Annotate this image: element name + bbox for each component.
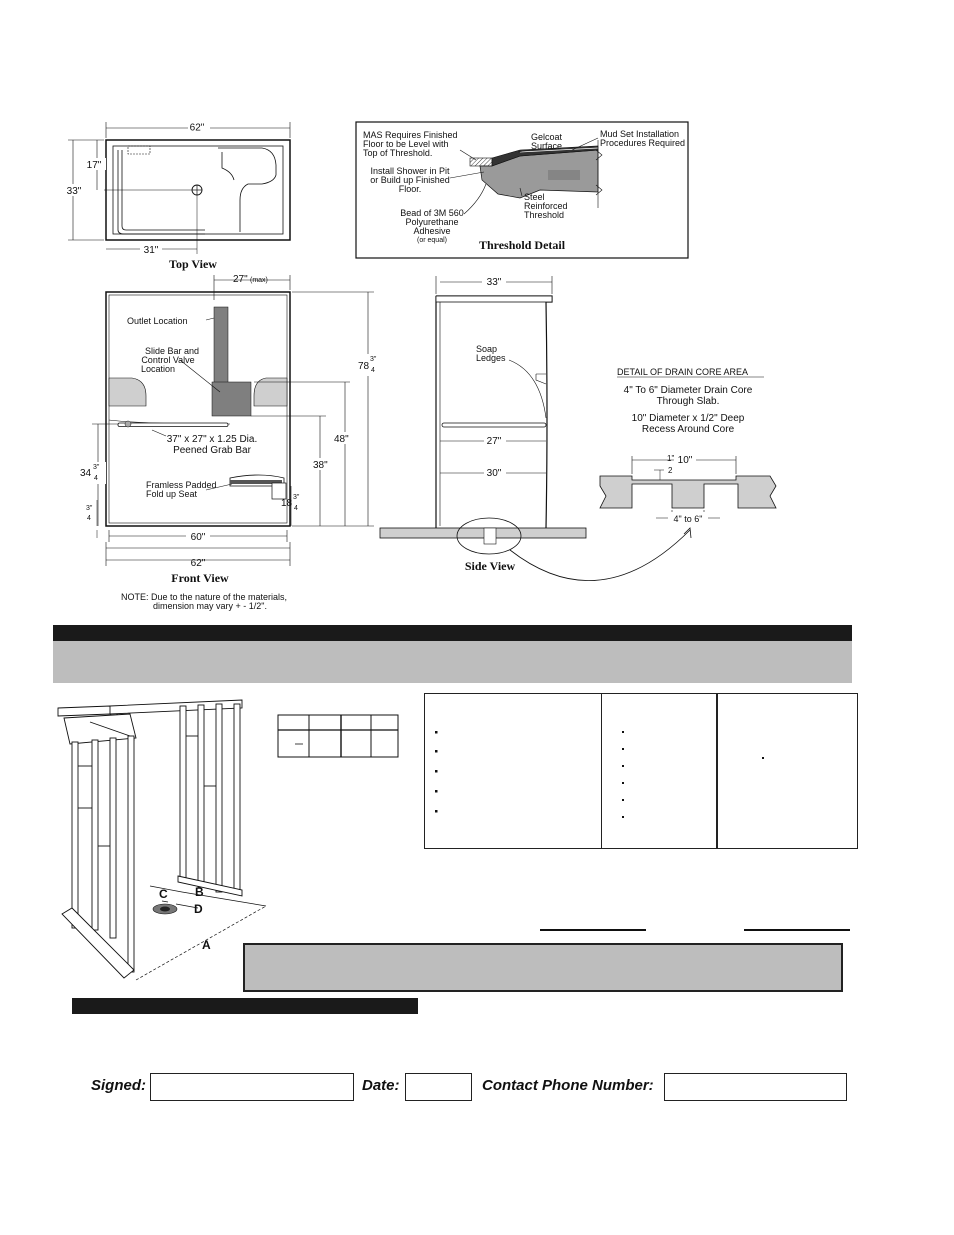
front-note-1: NOTE: Due to the nature of the materials,: [120, 592, 288, 602]
front-dim-small-num: 3": [86, 505, 93, 512]
threshold-note-gelcoat-1: Gelcoat: [531, 132, 563, 142]
front-dim-34-num: 3": [93, 464, 100, 471]
front-dim-height-den: 4: [371, 367, 375, 374]
threshold-note-install-2: or Build up Finished: [370, 175, 450, 185]
front-dim-62: 62": [190, 558, 206, 569]
top-view-dim-drain-depth: 17": [86, 160, 102, 171]
signature-section-bar: [72, 998, 418, 1014]
threshold-note-bead-sub: (or equal): [417, 237, 447, 244]
front-view-drawing: [80, 275, 378, 568]
threshold-note-mas-1: MAS Requires Finished: [363, 130, 458, 140]
entry-line-1[interactable]: [540, 929, 646, 931]
side-label-soap-2: Ledges: [476, 353, 506, 363]
front-label-grab-1: 37" x 27" x 1.25 Dia.: [166, 434, 258, 445]
drain-core-dim-half-den: 2: [668, 466, 673, 475]
date-label: Date:: [362, 1077, 400, 1094]
front-dim-18-whole: 18: [281, 498, 293, 509]
front-dim-38: 38": [313, 460, 328, 471]
side-dim-30: 30": [486, 468, 502, 479]
phone-label: Contact Phone Number:: [482, 1077, 654, 1094]
drain-core-dim-half-num: 1": [667, 454, 675, 463]
signed-label: Signed:: [91, 1077, 146, 1094]
top-view-dim-drain-width: 31": [143, 245, 159, 256]
front-label-seat-2: Fold up Seat: [146, 489, 198, 499]
threshold-note-steel-3: Threshold: [524, 210, 565, 220]
checklist-box-3: [717, 693, 858, 849]
front-dim-top-sub: (max): [250, 277, 268, 284]
threshold-note-bead-2: Polyurethane: [405, 217, 459, 227]
front-label-seat-1: Framless Padded: [146, 480, 217, 490]
date-field[interactable]: [405, 1073, 472, 1101]
entry-line-2[interactable]: [744, 929, 850, 931]
front-dim-60: 60": [190, 532, 206, 543]
front-dim-34-whole: 34: [80, 468, 92, 479]
front-note-2: dimension may vary + - 1/2".: [153, 601, 267, 611]
front-dim-34-den: 4: [94, 475, 98, 482]
front-dim-18-den: 4: [294, 505, 298, 512]
front-view-caption: Front View: [171, 571, 229, 585]
threshold-note-bead-3: Adhesive: [413, 226, 451, 236]
checklist-1-bullets: [425, 694, 601, 848]
drain-core-dim-10: 10": [677, 455, 693, 466]
threshold-note-install-1: Install Shower in Pit: [370, 166, 450, 176]
framing-label-b: B: [195, 885, 204, 899]
side-dim-33: 33": [486, 277, 502, 288]
drain-core-line2-2: Recess Around Core: [641, 424, 735, 435]
framing-label-c: C: [159, 887, 168, 901]
drain-core-line1-2: Through Slab.: [656, 396, 720, 407]
top-view-dim-width: 62": [189, 122, 205, 134]
drain-core-dim-4to6: 4" to 6": [673, 514, 703, 524]
threshold-note-gelcoat-2: Surface: [531, 141, 563, 151]
front-label-slide-1: Slide Bar and: [144, 346, 200, 356]
drain-core-line1-1: 4" To 6" Diameter Drain Core: [623, 385, 753, 396]
threshold-note-mud-2: Procedures Required: [600, 138, 686, 148]
checklist-box-2: [601, 693, 717, 849]
drain-core-title: DETAIL OF DRAIN CORE AREA: [617, 367, 749, 377]
threshold-note-bead-1: Bead of 3M 560: [400, 208, 464, 218]
section-instruction-band: [53, 641, 852, 683]
front-label-grab-2: Peened Grab Bar: [173, 445, 251, 456]
threshold-detail-caption: Threshold Detail: [478, 238, 566, 252]
front-dim-top: 27": [233, 274, 248, 285]
measurement-table: [277, 714, 399, 756]
front-dim-small-den: 4: [87, 515, 91, 522]
section-header-bar: [53, 625, 852, 641]
signed-field[interactable]: [150, 1073, 354, 1101]
top-view-caption: Top View: [169, 257, 217, 271]
front-dim-height-whole: 78: [358, 361, 370, 372]
phone-field[interactable]: [664, 1073, 847, 1101]
threshold-note-mas-3: Top of Threshold.: [363, 148, 433, 158]
framing-label-a: A: [202, 938, 211, 952]
drain-core-line2-1: 10" Diameter x 1/2" Deep: [631, 413, 745, 424]
top-view-drawing: [64, 119, 290, 255]
threshold-note-mud-1: Mud Set Installation: [600, 129, 680, 139]
front-dim-18-num: 3": [293, 494, 300, 501]
threshold-note-steel-1: Steel: [524, 192, 545, 202]
front-dim-height-num: 3": [370, 356, 377, 363]
front-label-slide-2: Control Valve: [141, 355, 195, 365]
side-view-caption: Side View: [464, 559, 516, 573]
threshold-note-steel-2: Reinforced: [524, 201, 568, 211]
checklist-3-mark: [718, 694, 857, 848]
front-dim-48: 48": [334, 434, 349, 445]
checklist-2-bullets: [602, 694, 716, 848]
notice-band: [243, 943, 843, 992]
top-view-dim-depth: 33": [66, 186, 82, 197]
front-label-outlet: Outlet Location: [127, 316, 188, 326]
checklist-box-1: [424, 693, 602, 849]
side-label-soap-1: Soap: [476, 344, 498, 354]
side-dim-27: 27": [486, 436, 502, 447]
framing-label-d: D: [194, 902, 203, 916]
threshold-note-install-3: Floor.: [398, 184, 422, 194]
threshold-note-mas-2: Floor to be Level with: [363, 139, 449, 149]
front-label-slide-3: Location: [140, 364, 176, 374]
